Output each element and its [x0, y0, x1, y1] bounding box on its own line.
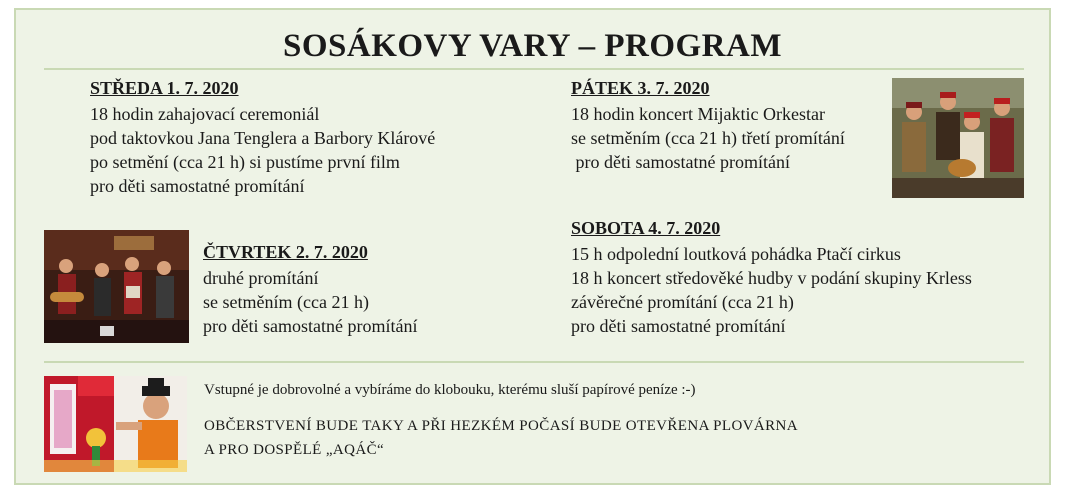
day-heading: PÁTEK 3. 7. 2020: [571, 78, 710, 98]
day-saturday: [571, 216, 972, 338]
program-line: po setmění (cca 21 h) si pustíme první film: [90, 152, 400, 172]
puppet-theatre-photo: [44, 376, 187, 472]
program-line: 18 hodin koncert Mijaktic Orkestar: [571, 104, 825, 124]
program-line: se setměním (cca 21 h): [203, 292, 369, 312]
program-line: pod taktovkou Jana Tenglera a Barbory Klárové: [90, 128, 436, 148]
band-photo-thursday: [44, 230, 189, 343]
band-photo-friday: [892, 78, 1024, 198]
program-poster: [14, 8, 1051, 485]
day-heading: ČTVRTEK 2. 7. 2020: [203, 242, 368, 262]
program-line: pro děti samostatné promítání: [571, 152, 790, 172]
refreshment-note-line2: A PRO DOSPĚLÉ „AQÁČ“: [204, 442, 385, 458]
page-title: SOSÁKOVY VARY – PROGRAM: [283, 28, 782, 64]
program-line: 18 h koncert středověké hudby v podání skupiny Krless: [571, 268, 972, 288]
refreshment-note-line1: OBČERSTVENÍ BUDE TAKY A PŘI HEZKÉM POČASÍ BUDE OTEVŘENA PLOVÁRNA: [204, 418, 799, 434]
top-divider: [44, 68, 1024, 70]
program-line: pro děti samostatné promítání: [203, 316, 418, 336]
program-line: se setměním (cca 21 h) třetí promítání: [571, 128, 845, 148]
bottom-divider: [44, 361, 1024, 363]
program-line: závěrečné promítání (cca 21 h): [571, 292, 794, 312]
entry-fee-note: Vstupné je dobrovolné a vybíráme do klobouku, kterému sluší papírové peníze :-): [204, 382, 696, 398]
day-friday: [571, 76, 845, 174]
day-thursday: [203, 240, 417, 338]
program-line: pro děti samostatné promítání: [571, 316, 786, 336]
program-line: 15 h odpolední loutková pohádka Ptačí cirkus: [571, 244, 901, 264]
program-line: pro děti samostatné promítání: [90, 176, 305, 196]
program-line: druhé promítání: [203, 268, 319, 288]
day-wednesday: [90, 76, 435, 198]
day-heading: SOBOTA 4. 7. 2020: [571, 218, 721, 238]
day-heading: STŘEDA 1. 7. 2020: [90, 78, 239, 98]
program-line: 18 hodin zahajovací ceremoniál: [90, 104, 320, 124]
